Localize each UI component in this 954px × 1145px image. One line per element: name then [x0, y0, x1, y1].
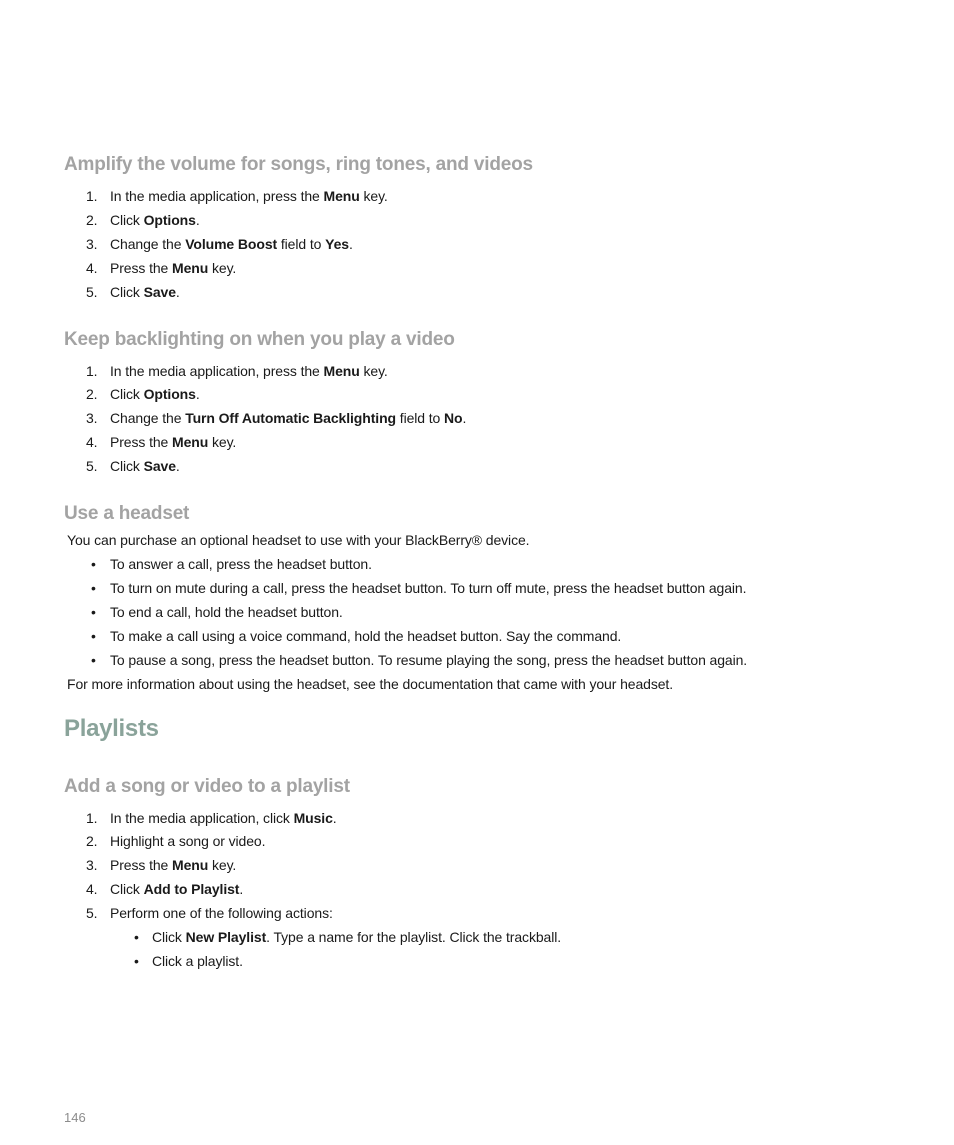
- bullet-icon: •: [91, 652, 96, 668]
- headset-intro-text: You can purchase an optional headset to use with your BlackBerry® device.: [67, 532, 530, 548]
- headset-outro-text: For more information about using the headset, see the documentation that came with your headset.: [67, 676, 673, 692]
- section-heading-backlighting: Keep backlighting on when you play a video: [64, 329, 455, 350]
- section-heading-add-to-playlist: Add a song or video to a playlist: [64, 776, 350, 797]
- section-heading-amplify-volume: Amplify the volume for songs, ring tones, and videos: [64, 154, 533, 175]
- bullet-icon: •: [134, 953, 139, 969]
- bullet-icon: •: [134, 929, 139, 945]
- section-heading-headset: Use a headset: [64, 503, 190, 524]
- page-number: 146: [64, 1110, 86, 1125]
- bullet-icon: •: [91, 556, 96, 572]
- bullet-icon: •: [91, 580, 96, 596]
- chapter-title-playlists: Playlists: [64, 715, 159, 742]
- bullet-icon: •: [91, 628, 96, 644]
- bullet-icon: •: [91, 604, 96, 620]
- document-page: Amplify the volume for songs, ring tones, and videos 1. In the media application, press the Menu key. 2. Click Options. 3. Change the Volume Boost field to Yes. 4. Press the Menu key. 5. Click Save. Keep backlighting on when you play a video 1. In the media application, press the Menu key. 2. Click Options. 3. Change the Turn Off Automatic Backlighting field to No. 4. Press the Menu key. 5. Click Save. Use a headset You can purchase an optional headset to use with your BlackBerry® device. • To answer a call, press the headset button. • To turn on mute during a call, press the headset button. To turn off mute, press the headset button again. • To end a call, hold the headset button. • To make a call using a voice command, hold the headset button. Say the command. • To pause a song, press the headset button. To resume playing the song, press the headset button again. For more information about using the headset, see the documentation that came with your headset. Playlists Add a song or video to a playlist 1. In the media application, click Music. 2. Highlight a song or video. 3. Press the Menu key. 4. Click Add to Playlist. 5. Perform one of the following actions: • Click New Playlist. Type a name for the playlist. Click the trackball. • Click a playlist. 146: [64, 154, 748, 1125]
